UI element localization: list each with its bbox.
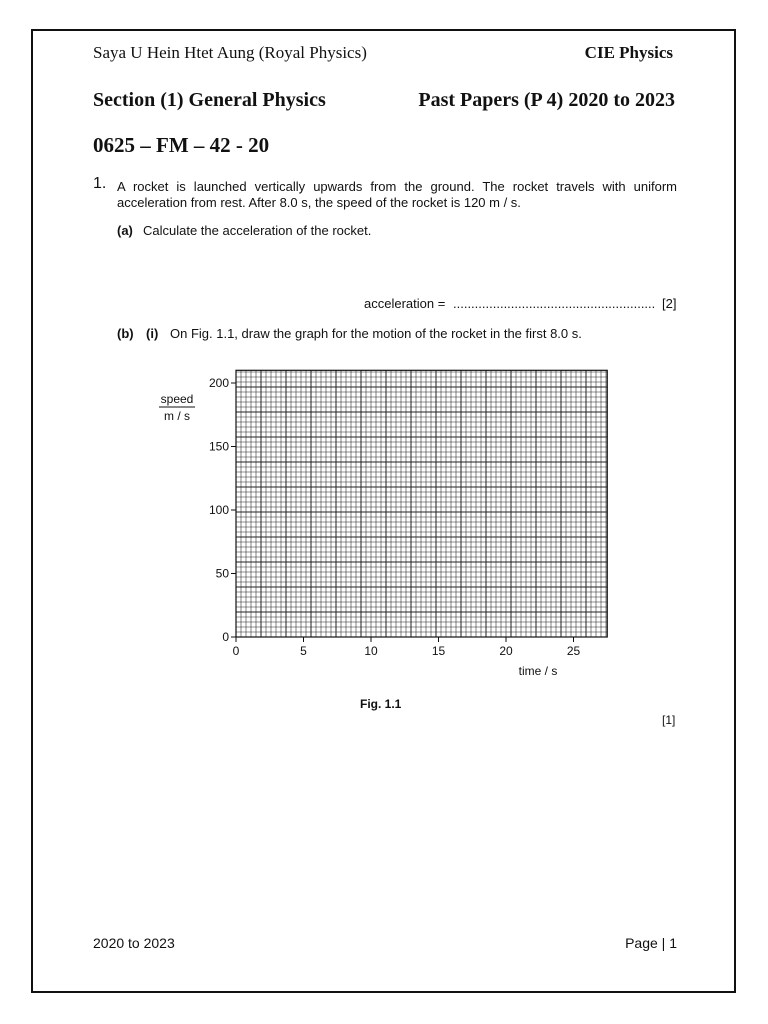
y-tick-label: 200 — [208, 376, 229, 390]
author-name: Saya U Hein Htet Aung (Royal Physics) — [93, 43, 367, 62]
speed-time-graph[interactable] — [140, 345, 620, 685]
section-title: Section (1) General Physics — [93, 89, 326, 111]
y-axis-label-bottom: m / s — [164, 409, 190, 423]
y-axis-label-top: speed — [160, 392, 194, 406]
subject-title: CIE Physics — [584, 43, 673, 62]
part-b-marks: [1] — [662, 713, 676, 727]
y-tick-label: 100 — [208, 503, 229, 517]
y-tick-label: 0 — [222, 630, 229, 644]
y-tick-label: 50 — [215, 566, 229, 581]
page-number: Page | 1 — [625, 935, 677, 951]
graph-grid — [236, 370, 607, 637]
paper-code: 0625 – FM – 42 - 20 — [93, 133, 270, 157]
part-a-text: Calculate the acceleration of the rocket. — [143, 223, 372, 238]
x-tick-label: 10 — [364, 644, 378, 658]
footer-years: 2020 to 2023 — [93, 935, 175, 951]
part-b-text: On Fig. 1.1, draw the graph for the motion of the rocket in the first 8.0 s. — [170, 326, 582, 341]
y-tick-label: 150 — [208, 439, 229, 454]
x-tick-label: 25 — [566, 644, 581, 658]
question-number: 1. — [93, 175, 107, 192]
x-tick-label: 20 — [499, 644, 513, 658]
answer-label: acceleration = — [364, 296, 446, 311]
question-text: A rocket is launched vertically upwards from the ground. The rocket travels with uniform acceleration from rest. After 8.0 s, the speed of the rocket is 120 m / s. — [117, 179, 677, 210]
x-tick-label: 5 — [300, 644, 307, 658]
papers-range: Past Papers (P 4) 2020 to 2023 — [418, 89, 675, 111]
part-b-label: (b) — [117, 326, 134, 341]
x-axis-label: time / s — [518, 664, 558, 678]
x-tick-label: 15 — [431, 644, 446, 658]
x-tick-label: 0 — [232, 644, 240, 658]
part-b-sub-label: (i) — [146, 326, 159, 341]
answer-line[interactable]: ........................................................ — [453, 296, 656, 311]
part-a-marks: [2] — [662, 296, 677, 311]
part-a-label: (a) — [117, 223, 133, 238]
figure-caption: Fig. 1.1 — [360, 697, 402, 711]
